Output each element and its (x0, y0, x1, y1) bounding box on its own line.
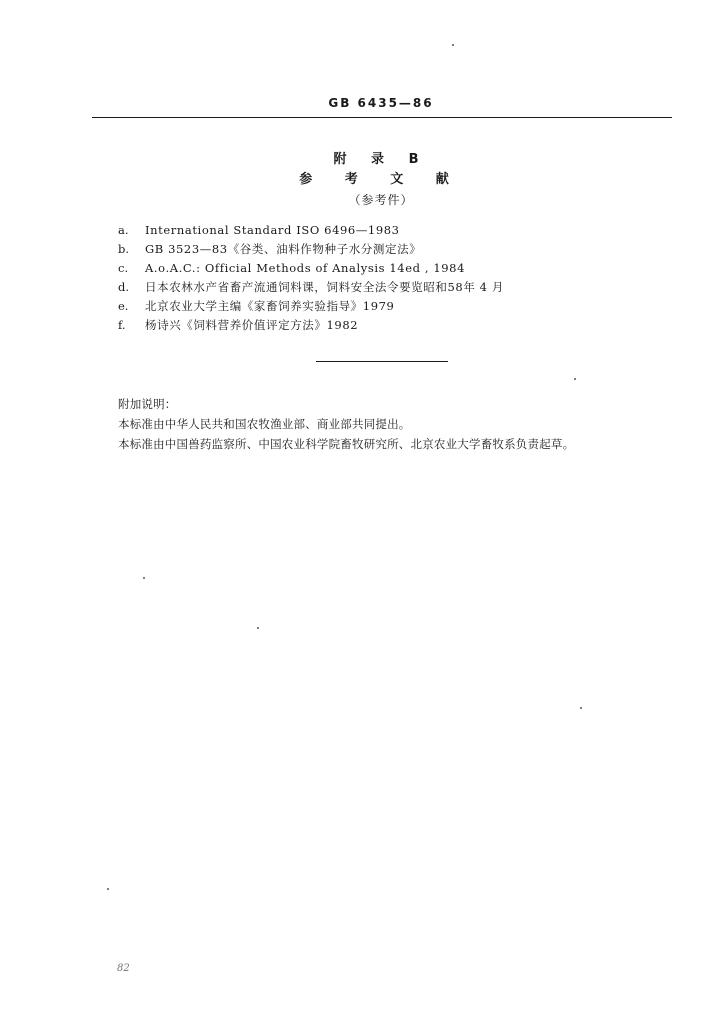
page-number: 82 (117, 963, 130, 974)
scan-speck (107, 888, 109, 890)
reference-text: International Standard ISO 6496—1983 (145, 223, 400, 237)
reference-text: A.o.A.C.: Official Methods of Analysis 14ed , 1984 (145, 261, 465, 275)
reference-label: d. (118, 280, 130, 294)
additional-note-line: 本标准由中华人民共和国农牧渔业部、商业部共同提出。 (118, 417, 411, 431)
scan-speck (580, 707, 582, 709)
additional-notes-heading: 附加说明： (118, 397, 177, 411)
header-rule (92, 117, 672, 118)
reference-list (118, 221, 678, 335)
scan-speck (452, 44, 454, 46)
reference-label: b. (118, 242, 130, 256)
reference-text: 日本农林水产省畜产流通饲料课，饲料安全法令要览昭和58年 4 月 (145, 280, 504, 294)
reference-label: e. (118, 299, 129, 313)
reference-item (118, 259, 678, 278)
reference-text: GB 3523—83《谷类、油料作物种子水分测定法》 (145, 242, 422, 256)
scan-speck (143, 577, 145, 579)
appendix-subtitle: 参 考 文 献 (299, 172, 463, 187)
reference-item (118, 221, 678, 240)
reference-item (118, 316, 678, 335)
reference-text: 杨诗兴《饲料营养价值评定方法》1982 (145, 318, 359, 332)
reference-text: 北京农业大学主编《家畜饲养实验指导》1979 (145, 299, 395, 313)
reference-item (118, 297, 678, 316)
reference-item (118, 278, 678, 297)
appendix-note: （参考件） (348, 193, 414, 207)
scan-speck (257, 627, 259, 629)
additional-note-line: 本标准由中国兽药监察所、中国农业科学院畜牧研究所、北京农业大学畜牧系负责起草。 (118, 437, 575, 451)
appendix-heading (0, 150, 722, 210)
reference-label: c. (118, 261, 129, 275)
reference-item (118, 240, 678, 259)
reference-label: a. (118, 223, 129, 237)
section-end-rule (316, 361, 448, 362)
standard-code: GB 6435—86 (328, 96, 434, 110)
reference-label: f. (118, 318, 126, 332)
scan-speck (574, 378, 576, 380)
appendix-title: 附 录 B (333, 152, 429, 167)
additional-notes (118, 394, 698, 454)
